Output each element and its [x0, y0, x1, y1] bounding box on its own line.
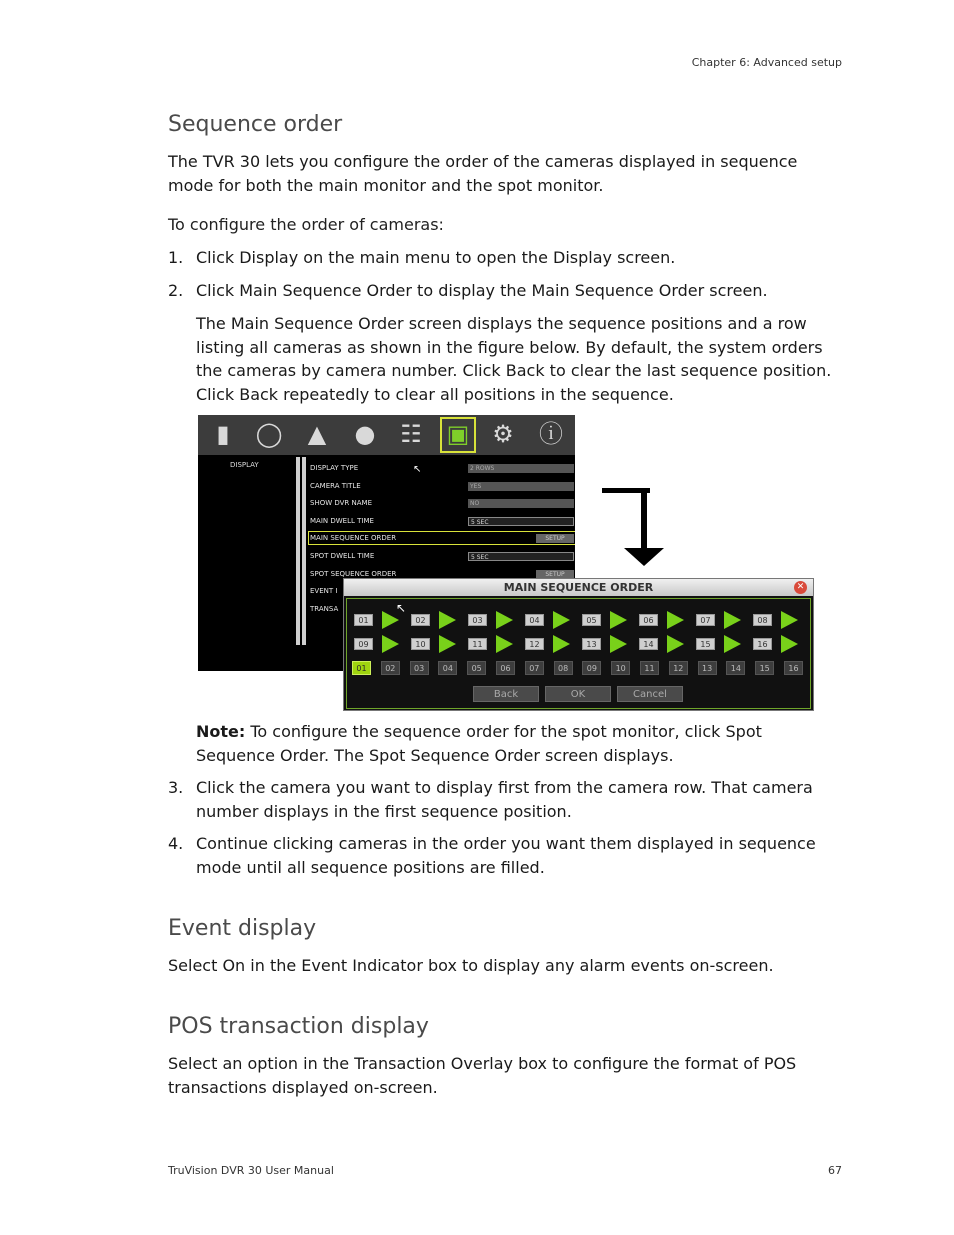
- camera-button[interactable]: 13: [698, 661, 717, 675]
- setting-label: SPOT SEQUENCE ORDER: [310, 570, 397, 578]
- setting-value[interactable]: 2 ROWS: [468, 464, 574, 473]
- sequence-position[interactable]: 12: [525, 638, 544, 650]
- display-icon: ▣: [440, 417, 476, 453]
- setting-label: TRANSA: [310, 605, 339, 613]
- play-arrow-icon: [610, 635, 627, 653]
- step-number: 2.: [168, 281, 184, 300]
- note-label: Note:: [196, 722, 246, 741]
- main-sequence-order-dialog: [343, 578, 814, 711]
- setting-label: SHOW DVR NAME: [310, 499, 372, 507]
- step-number: 3.: [168, 778, 184, 797]
- play-arrow-icon: [553, 635, 570, 653]
- note: [196, 720, 844, 767]
- page-number: 67: [828, 1164, 842, 1177]
- step2-detail: The Main Sequence Order screen displays the sequence positions and a row listing all cameras as shown in the figure below. By default, the system orders the cameras by camera number. Click Back to clear the last sequence position. Click Back repeatedly to clear all positions in the sequence.: [196, 314, 832, 404]
- sequence-position[interactable]: 08: [753, 614, 772, 626]
- arrow-line: [641, 488, 647, 552]
- sequence-position[interactable]: 02: [411, 614, 430, 626]
- play-arrow-icon: [496, 635, 513, 653]
- sequence-position[interactable]: 16: [753, 638, 772, 650]
- cursor-icon: ↖: [396, 601, 407, 615]
- setting-value[interactable]: 5 SEC: [468, 552, 574, 561]
- camera-button[interactable]: 10: [611, 661, 630, 675]
- sequence-position[interactable]: 14: [639, 638, 658, 650]
- play-arrow-icon: [610, 611, 627, 629]
- camera-button[interactable]: 01: [352, 661, 371, 675]
- camera-button[interactable]: 03: [410, 661, 429, 675]
- gear-icon: ⚙: [492, 420, 514, 448]
- section-heading-sequence-order: Sequence order: [168, 112, 343, 137]
- setting-label: SPOT DWELL TIME: [310, 552, 375, 560]
- users-icon: ●: [354, 420, 376, 448]
- setting-label: DISPLAY TYPE: [310, 464, 359, 472]
- camera-icon: ▮: [216, 420, 230, 448]
- setting-label: EVENT I: [310, 587, 338, 595]
- sequence-position[interactable]: 06: [639, 614, 658, 626]
- sequence-position[interactable]: 07: [696, 614, 715, 626]
- step-text: Click Main Sequence Order to display the Main Sequence Order screen.: [196, 281, 768, 300]
- cancel-button[interactable]: Cancel: [617, 686, 683, 702]
- play-arrow-icon: [496, 611, 513, 629]
- camera-button[interactable]: 11: [640, 661, 659, 675]
- sequence-position[interactable]: 05: [582, 614, 601, 626]
- sequence-position[interactable]: 03: [468, 614, 487, 626]
- play-arrow-icon: [724, 611, 741, 629]
- running-header: Chapter 6: Advanced setup: [691, 56, 842, 69]
- setting-label: MAIN SEQUENCE ORDER: [310, 534, 397, 542]
- camera-button[interactable]: 16: [784, 661, 803, 675]
- camera-button[interactable]: 08: [554, 661, 573, 675]
- section-heading-pos-transaction: POS transaction display: [168, 1014, 429, 1039]
- dvr-icon-bar: [198, 415, 575, 455]
- dvr-left-title: DISPLAY: [230, 461, 259, 469]
- camera-button[interactable]: 15: [755, 661, 774, 675]
- close-icon[interactable]: ✕: [794, 581, 807, 594]
- sequence-position[interactable]: 09: [354, 638, 373, 650]
- play-arrow-icon: [781, 611, 798, 629]
- step-text: Continue clicking cameras in the order you want them displayed in sequence mode until all sequence positions are filled.: [196, 834, 816, 877]
- network-icon: ☷: [400, 420, 422, 448]
- play-arrow-icon: [667, 635, 684, 653]
- sequence-position[interactable]: 04: [525, 614, 544, 626]
- section-heading-event-display: Event display: [168, 916, 317, 941]
- info-icon: ⓘ: [539, 420, 563, 448]
- ok-button[interactable]: OK: [545, 686, 611, 702]
- event-display-text: Select On in the Event Indicator box to display any alarm events on-screen.: [168, 956, 774, 975]
- play-arrow-icon: [439, 635, 456, 653]
- dialog-title: MAIN SEQUENCE ORDER: [503, 581, 654, 594]
- cursor-icon: ↖: [413, 464, 422, 475]
- camera-button[interactable]: 06: [496, 661, 515, 675]
- camera-button[interactable]: 05: [467, 661, 486, 675]
- camera-button[interactable]: 09: [582, 661, 601, 675]
- clock-icon: ◯: [255, 420, 283, 448]
- setting-label: MAIN DWELL TIME: [310, 517, 374, 525]
- setup-button[interactable]: SETUP: [536, 570, 574, 579]
- footer-manual-title: TruVision DVR 30 User Manual: [168, 1164, 334, 1177]
- dialog-title-bar: [344, 579, 813, 596]
- step-text: Click Display on the main menu to open the Display screen.: [196, 248, 676, 267]
- sequence-position[interactable]: 10: [411, 638, 430, 650]
- arrow-down-icon: [624, 548, 664, 566]
- play-arrow-icon: [724, 635, 741, 653]
- camera-button[interactable]: 07: [525, 661, 544, 675]
- sequence-intro: The TVR 30 lets you configure the order of the cameras displayed in sequence mode for both the main monitor and the spot monitor.: [168, 152, 798, 195]
- sequence-position[interactable]: 13: [582, 638, 601, 650]
- play-arrow-icon: [667, 611, 684, 629]
- camera-button[interactable]: 14: [726, 661, 745, 675]
- procedure-title: To configure the order of cameras:: [168, 215, 444, 234]
- setting-value[interactable]: YES: [468, 482, 574, 491]
- alarm-icon: ▲: [307, 420, 327, 448]
- setup-button[interactable]: SETUP: [536, 534, 574, 543]
- step-number: 4.: [168, 834, 184, 853]
- play-arrow-icon: [382, 611, 399, 629]
- play-arrow-icon: [781, 635, 798, 653]
- setting-label: CAMERA TITLE: [310, 482, 361, 490]
- setting-value[interactable]: NO: [468, 499, 574, 508]
- camera-button[interactable]: 04: [438, 661, 457, 675]
- sequence-position[interactable]: 01: [354, 614, 373, 626]
- play-arrow-icon: [382, 635, 399, 653]
- sequence-position[interactable]: 11: [468, 638, 487, 650]
- note-text: To configure the sequence order for the spot monitor, click Spot Sequence Order. The Spot Sequence Order screen displays.: [196, 722, 762, 765]
- back-button[interactable]: Back: [473, 686, 539, 702]
- step-number: 1.: [168, 248, 184, 267]
- sequence-position[interactable]: 15: [696, 638, 715, 650]
- pos-transaction-text: Select an option in the Transaction Overlay box to configure the format of POS transactions displayed on-screen.: [168, 1054, 797, 1097]
- play-arrow-icon: [553, 611, 570, 629]
- camera-button[interactable]: 02: [381, 661, 400, 675]
- camera-button[interactable]: 12: [669, 661, 688, 675]
- setting-value[interactable]: 5 SEC: [468, 517, 574, 526]
- step-text: Click the camera you want to display first from the camera row. That camera number displays in the first sequence position.: [196, 778, 813, 821]
- play-arrow-icon: [439, 611, 456, 629]
- dvr-left-panel: [198, 457, 300, 645]
